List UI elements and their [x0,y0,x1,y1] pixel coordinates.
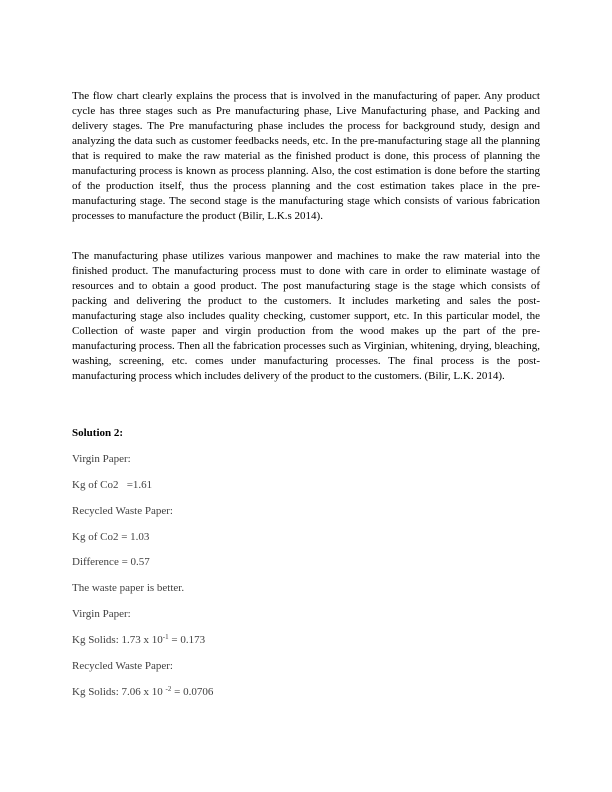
co2-difference: Difference = 0.57 [72,556,150,568]
recycled-solids-value [72,685,213,700]
virgin-solids-prefix: Kg Solids: 1.73 x 10 [72,634,163,646]
virgin-paper-label-2: Virgin Paper: [72,608,131,620]
solution-heading: Solution 2: [72,427,124,439]
recycled-solids-prefix: Kg Solids: 7.06 x 10 [72,686,166,698]
recycled-paper-label-2: Recycled Waste Paper: [72,660,173,672]
virgin-paper-label: Virgin Paper: [72,453,131,465]
body-paragraph-manufacturing-phase: The manufacturing phase utilizes various manpower and machines to make the raw material into the finished product. The manufacturing process must to done with care in order to eliminate wastage of resources and to obtain a good product. The post manufacturing stage is the stage which consists of packing and delivering the product to the customers. It includes marketing and sales the post-manufacturing stage also includes quality checking, customer support, etc. In this particular model, the Collection of waste paper and virgin production from the wood makes up the part of the pre-manufacturing process. Then all the fabrication processes such as Virginian, whitening, drying, bleaching, washing, screening, etc. comes under manufacturing processes. The final process is the post-manufacturing process which includes delivery of the product to the customers. (Bilir, L.K. 2014). [72,250,540,382]
recycled-paper-label: Recycled Waste Paper: [72,505,173,517]
conclusion-text: The waste paper is better. [72,582,185,594]
body-paragraph-process-overview: The flow chart clearly explains the process that is involved in the manufacturing of paper. Any product cycle has three stages such as Pre manufacturing phase, Live Manufacturing phase, and Packing and delivery stages. The Pre manufacturing phase includes the process for background study, design and analyzing the data such as customer feedbacks needs, etc. In the pre-manufacturing stage all the planning that is required to make the raw material as the finished product is done, this process of planning the manufacturing process is known as process planning. Also, the cost estimation is done before the starting of the production itself, thus the process planning and the cost estimation takes place in the pre-manufacturing stage. The second stage is the manufacturing stage which consists of various fabrication processes to manufacture the product (Bilir, L.K.s 2014). [72,90,540,222]
recycled-co2-value: Kg of Co2 = 1.03 [72,531,150,543]
virgin-solids-exponent: -1 [162,633,169,641]
virgin-solids-value [72,633,205,648]
virgin-co2-value: Kg of Co2 =1.61 [72,479,153,491]
recycled-solids-exponent: -2 [165,685,172,693]
virgin-solids-result: = 0.173 [168,634,206,646]
recycled-solids-result: = 0.0706 [171,686,214,698]
